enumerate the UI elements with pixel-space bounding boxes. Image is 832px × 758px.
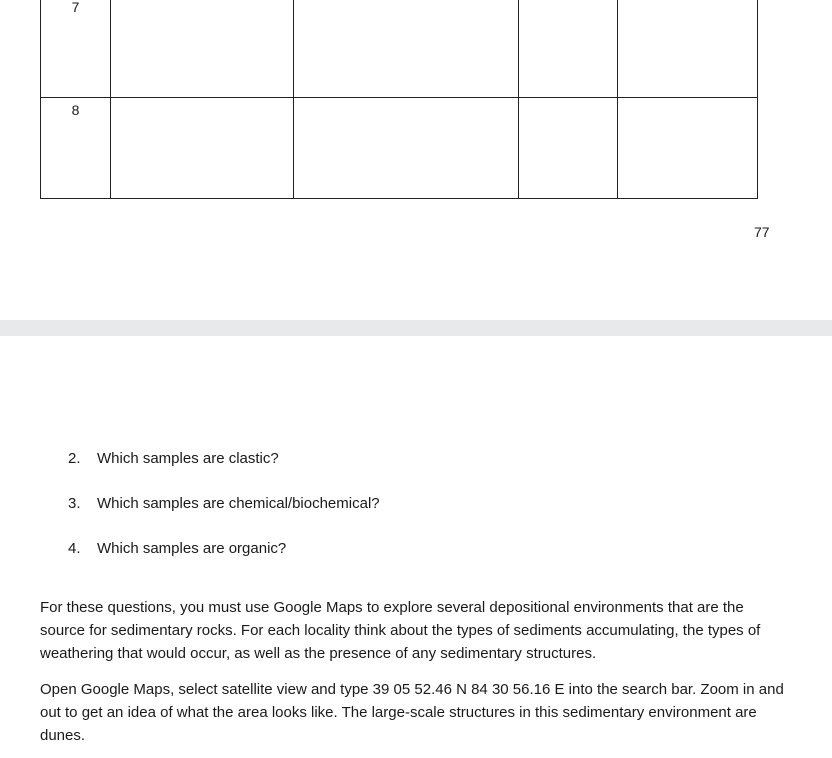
- question-list: [68, 440, 380, 575]
- question-text: Which samples are organic?: [97, 540, 287, 557]
- question-number: 4.: [68, 540, 81, 557]
- table-cell[interactable]: [519, 98, 618, 199]
- page-number: 77: [754, 224, 770, 240]
- question-item: [68, 530, 380, 575]
- table-cell[interactable]: [111, 0, 294, 98]
- question-number: 3.: [68, 495, 81, 512]
- row-number-cell: [41, 98, 111, 199]
- row-number-cell: [41, 0, 111, 98]
- sample-table: [40, 0, 758, 199]
- document-page-upper: [0, 0, 832, 320]
- table-cell[interactable]: [519, 0, 618, 98]
- table-cell[interactable]: [618, 0, 758, 98]
- question-text: Which samples are clastic?: [97, 450, 279, 467]
- table-row: [41, 98, 758, 199]
- table-row: [41, 0, 758, 98]
- page-separator: [0, 320, 832, 336]
- question-number: 2.: [68, 450, 81, 467]
- table-cell[interactable]: [618, 98, 758, 199]
- question-item: [68, 440, 380, 485]
- table-cell[interactable]: [111, 98, 294, 199]
- table-cell[interactable]: [294, 98, 519, 199]
- row-number: 8: [71, 102, 80, 118]
- instructions-paragraph: For these questions, you must use Google Maps to explore several depositional environments that are the source for sedimentary rocks. For each locality think about the types of sediments accumulating, the types of weathering that would occur, as well as the presence of any sedimentary structures.: [40, 599, 761, 662]
- question-item: [68, 485, 380, 530]
- row-number: 7: [71, 0, 80, 15]
- question-text: Which samples are chemical/biochemical?: [97, 495, 380, 512]
- maps-instructions-paragraph: Open Google Maps, select satellite view and type 39 05 52.46 N 84 30 56.16 E into the search bar. Zoom in and out to get an idea of what the area looks like. The large-scale structures in this sedimentary environment are dunes.: [40, 681, 784, 744]
- table-cell[interactable]: [294, 0, 519, 98]
